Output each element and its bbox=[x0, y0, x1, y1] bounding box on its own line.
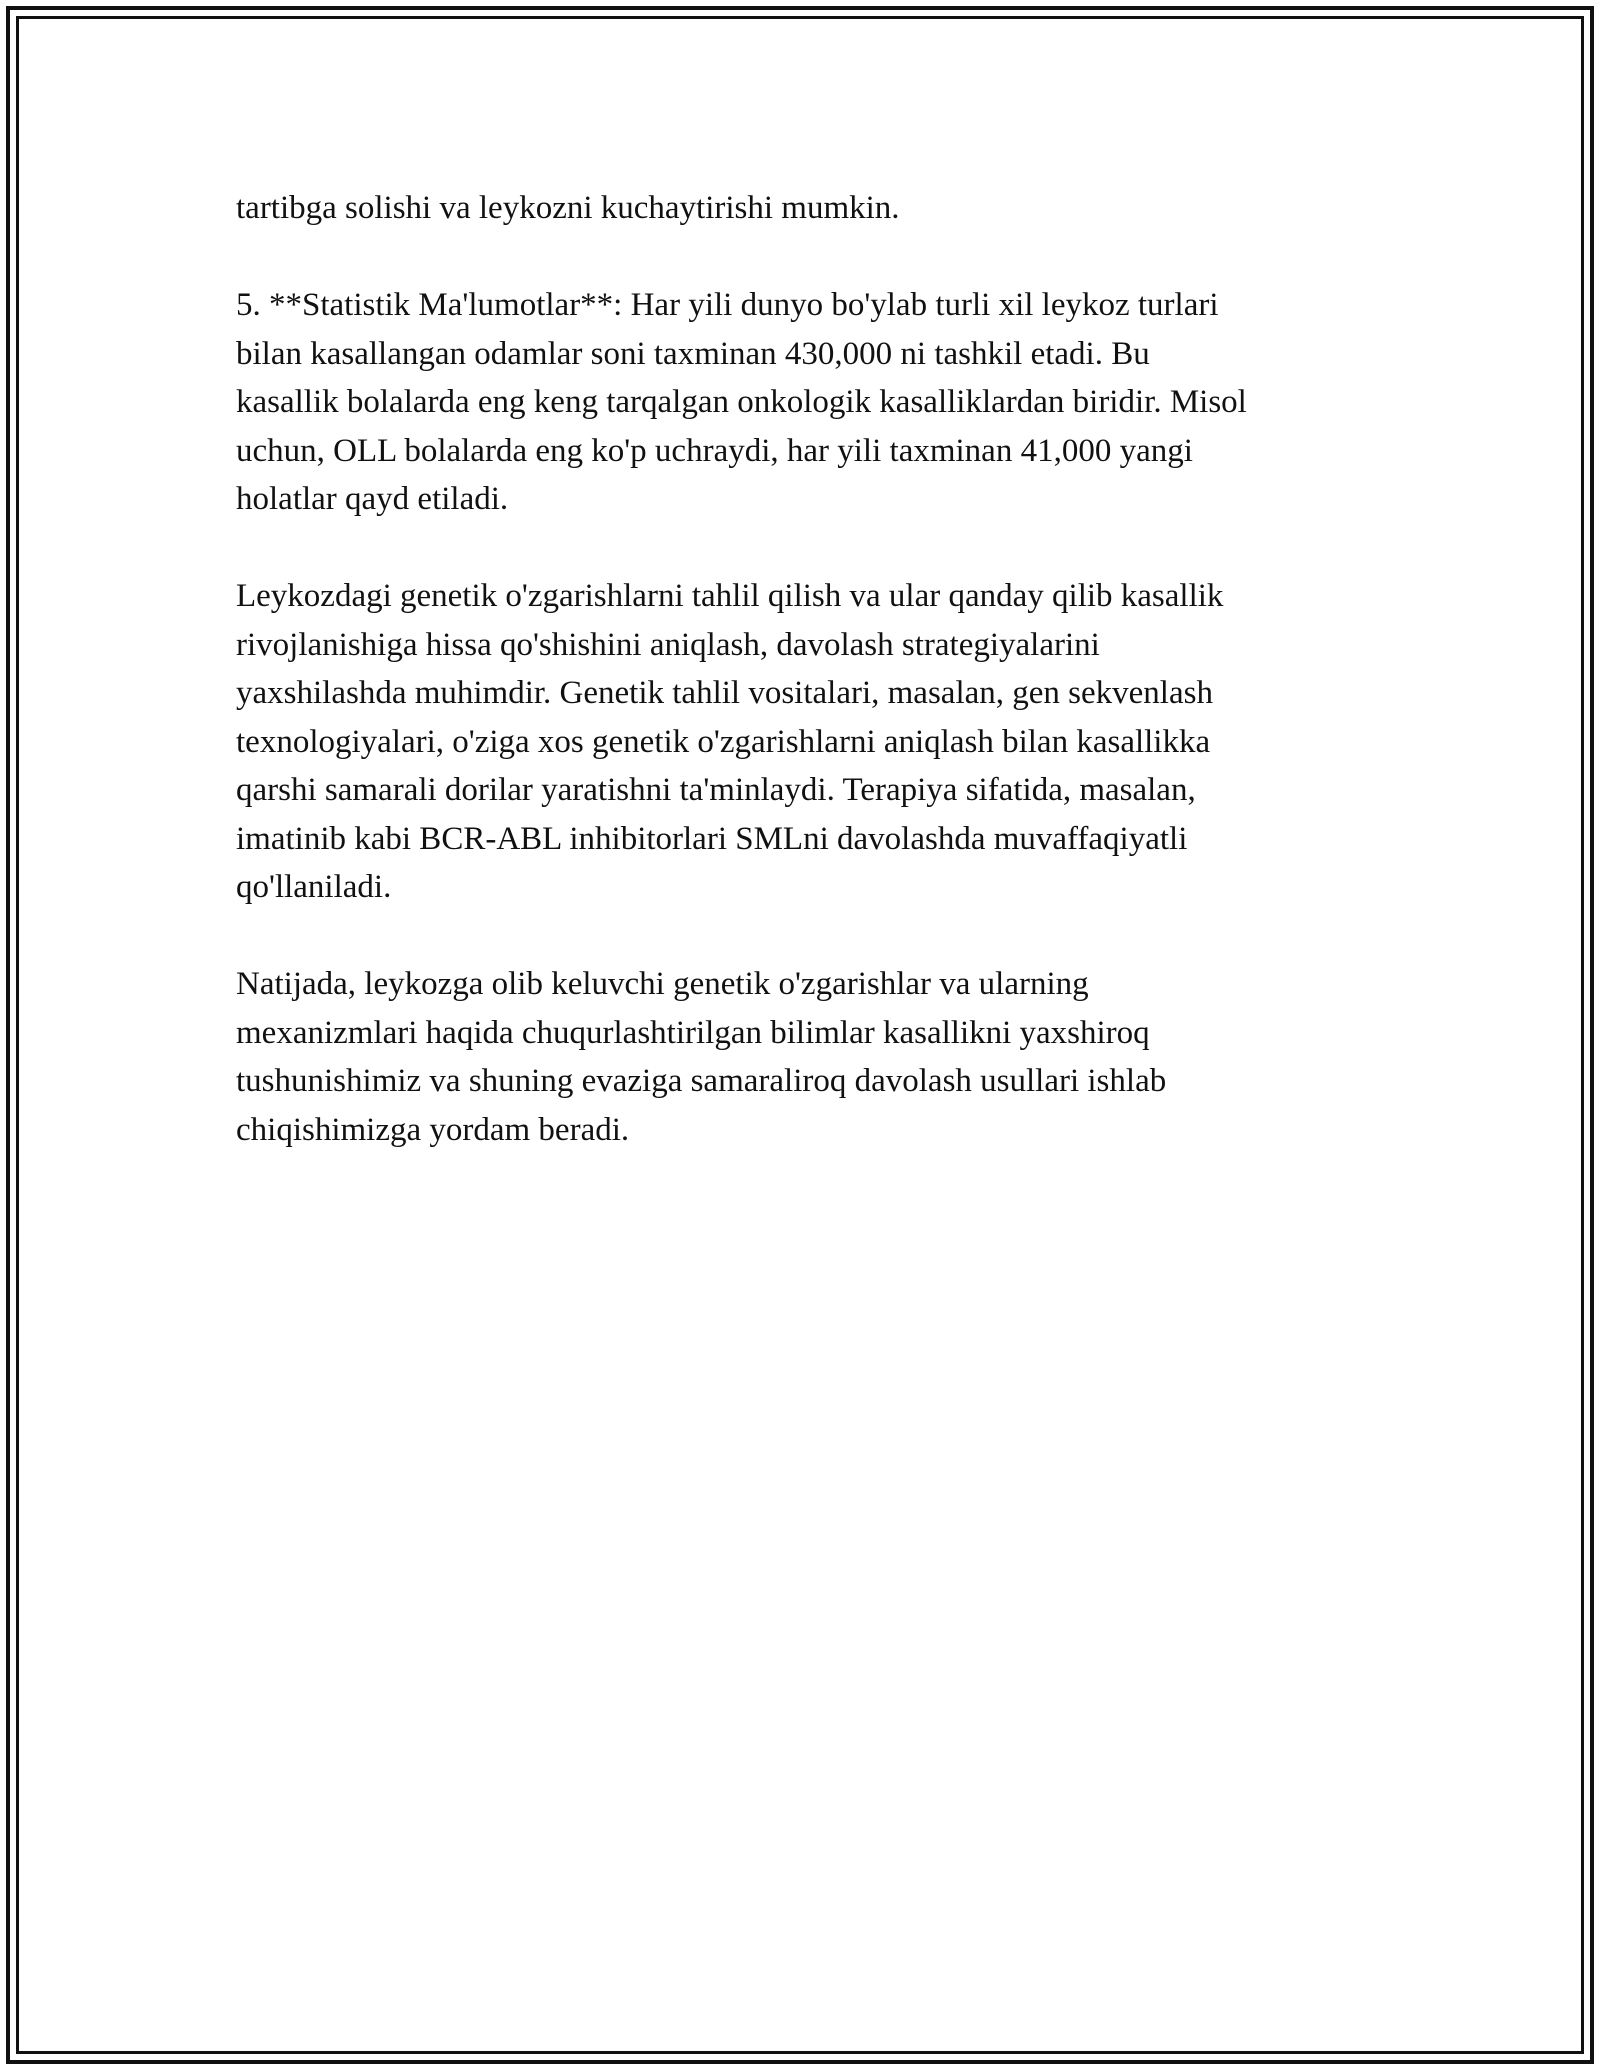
paragraph-statistics: 5. **Statistik Ma'lumotlar**: Har yili dunyo bo'ylab turli xil leykoz turlari bilan kasallangan odamlar soni taxminan 430,000 ni tashkil etadi. Bu kasallik bolalarda eng keng tarqalgan onkologik kasalliklardan biridir. Misol uchun, OLL bolalarda eng ko'p uchraydi, har yili taxminan 41,000 yangi holatlar qayd etiladi. bbox=[236, 287, 1247, 517]
paragraph-conclusion: Natijada, leykozga olib keluvchi genetik o'zgarishlar va ularning mexanizmlari haqida chuqurlashtirilgan bilimlar kasallikni yaxshiroq tushunishimiz va shuning evaziga samaraliroq davolash usullari ishlab chiqishimizga yordam beradi. bbox=[236, 966, 1167, 1148]
document-body bbox=[236, 184, 1376, 1203]
paragraph-genetic-analysis: Leykozdagi genetik o'zgarishlarni tahlil qilish va ular qanday qilib kasallik rivojlanishiga hissa qo'shishini aniqlash, davolash strategiyalarini yaxshilashda muhimdir. Genetik tahlil vositalari, masalan, gen sekvenlash texnologiyalari, o'ziga xos genetik o'zgarishlarni aniqlash bilan kasallikka qarshi samarali dorilar yaratishni ta'minlaydi. Terapiya sifatida, masalan, imatinib kabi BCR-ABL inhibitorlari SMLni davolashda muvaffaqiyatli qo'llaniladi. bbox=[236, 578, 1224, 905]
paragraph-continuation: tartibga solishi va leykozni kuchaytirishi mumkin. bbox=[236, 190, 900, 226]
